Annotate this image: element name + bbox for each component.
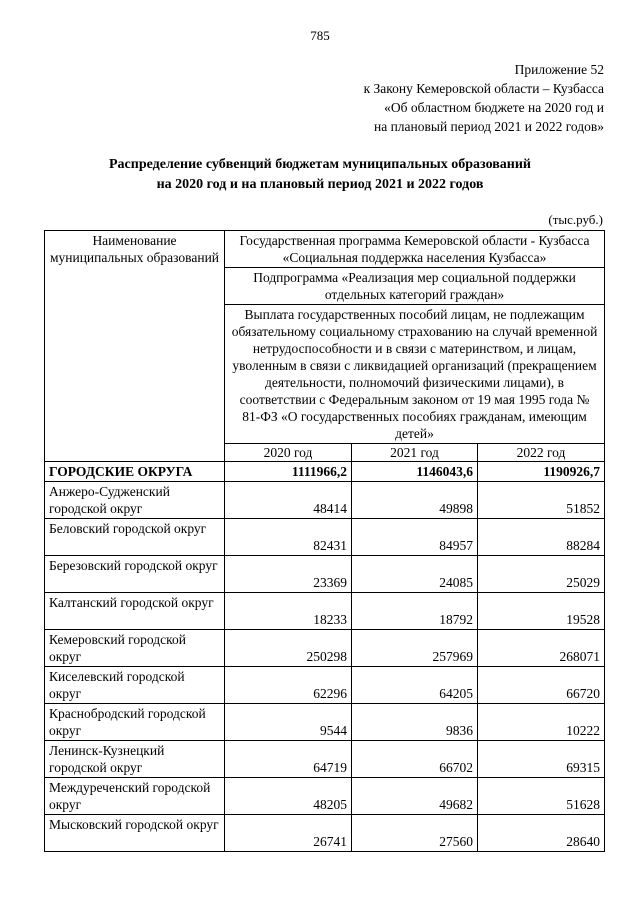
total-name: ГОРОДСКИЕ ОКРУГА [45,462,225,482]
district-name: Киселевский городской округ [45,667,225,704]
value-2021: 64205 [352,667,478,704]
appendix-line: Приложение 52 [514,62,604,77]
value-2020: 9544 [225,704,352,741]
value-2020: 62296 [225,667,352,704]
total-row [45,462,605,482]
value-2020: 250298 [225,630,352,667]
district-name: Березовский городской округ [45,556,225,593]
table-row [45,815,605,852]
district-name: Ленинск-Кузнецкий городской округ [45,741,225,778]
value-2021: 24085 [352,556,478,593]
value-2022: 268071 [478,630,605,667]
units-label: (тыс.руб.) [548,212,603,227]
year-header-2022: 2022 год [478,444,605,462]
document-title [40,155,600,195]
value-2022: 51628 [478,778,605,815]
total-2021: 1146043,6 [352,462,478,482]
table-row [45,704,605,741]
district-name: Междуреченский городской округ [45,778,225,815]
value-2020: 48414 [225,482,352,519]
program-header: Государственная программа Кемеровской области - Кузбасса «Социальная поддержка населения Кузбасса» [225,231,605,268]
total-2020: 1111966,2 [225,462,352,482]
value-2020: 48205 [225,778,352,815]
value-2021: 66702 [352,741,478,778]
table-row [45,556,605,593]
year-header-2020: 2020 год [225,444,352,462]
value-2021: 27560 [352,815,478,852]
header-row-program [45,231,605,268]
table-row [45,519,605,556]
title-line: на 2020 год и на плановый период 2021 и 2022 годов [156,177,484,192]
subvention-table [44,230,605,852]
district-name: Мысковский городской округ [45,815,225,852]
page-number: 785 [310,28,330,43]
value-2022: 66720 [478,667,605,704]
value-2022: 25029 [478,556,605,593]
title-line: Распределение субвенций бюджетам муниципальных образований [109,157,531,172]
value-2020: 23369 [225,556,352,593]
value-2021: 9836 [352,704,478,741]
district-name: Анжеро-Судженский городской округ [45,482,225,519]
value-2021: 49898 [352,482,478,519]
value-2021: 84957 [352,519,478,556]
value-2020: 26741 [225,815,352,852]
value-2020: 82431 [225,519,352,556]
value-2020: 18233 [225,593,352,630]
appendix-line: на плановый период 2021 и 2022 годов» [373,119,604,134]
table-row [45,630,605,667]
appendix-line: к Закону Кемеровской области – Кузбасса [363,81,604,96]
col-header-name: Наименование муниципальных образований [45,231,225,462]
district-name: Кемеровский городской округ [45,630,225,667]
value-2022: 28640 [478,815,605,852]
district-name: Калтанский городской округ [45,593,225,630]
subprogram-header: Подпрограмма «Реализация мер социальной поддержки отдельных категорий граждан» [225,268,605,305]
value-2020: 64719 [225,741,352,778]
table-row [45,593,605,630]
value-2022: 19528 [478,593,605,630]
appendix-note [204,60,604,136]
district-name: Краснобродский городской округ [45,704,225,741]
value-2021: 49682 [352,778,478,815]
value-2022: 51852 [478,482,605,519]
table-row [45,741,605,778]
measure-header: Выплата государственных пособий лицам, не подлежащим обязательному социальному страхованию на случай временной нетрудоспособности и в связи с материнством, и лицам, уволенным в связи с ликвидацией организаций (прекращением деятельности, полномочий физическими лицами), в соответствии с Федеральным законом от 19 мая 1995 года № 81-ФЗ «О государственных пособиях гражданам, имеющим детей» [225,305,605,444]
value-2022: 88284 [478,519,605,556]
table-row [45,778,605,815]
value-2021: 18792 [352,593,478,630]
value-2022: 10222 [478,704,605,741]
district-name: Беловский городской округ [45,519,225,556]
table-row [45,482,605,519]
value-2021: 257969 [352,630,478,667]
appendix-line: «Об областном бюджете на 2020 год и [384,100,604,115]
total-2022: 1190926,7 [478,462,605,482]
year-header-2021: 2021 год [352,444,478,462]
value-2022: 69315 [478,741,605,778]
table-row [45,667,605,704]
